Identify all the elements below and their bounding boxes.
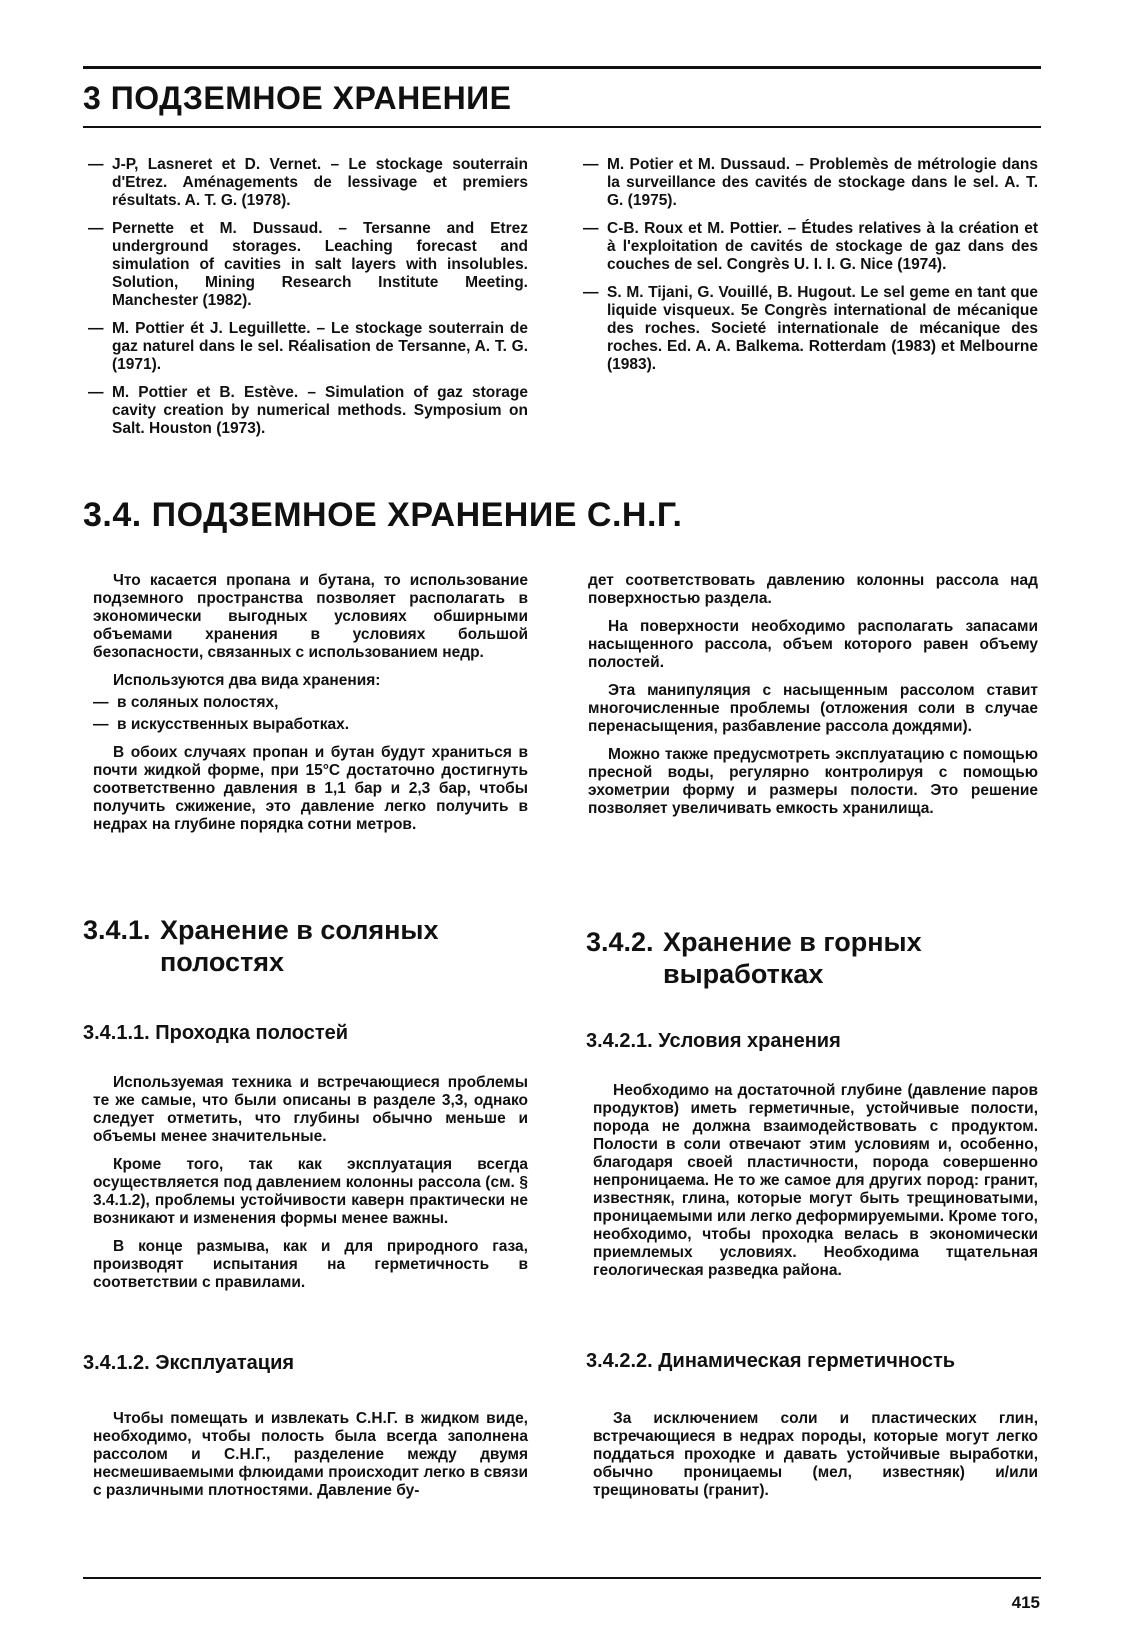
paragraph: В обоих случаях пропан и бутан будут храниться в почти жидкой форме, при 15°С достаточно достигнуть соответственно давления в 1,1 бар и 2,3 бар, чтобы получить сжижение, это давление легко получить в недрах на глубине порядка сотни метров. (93, 744, 528, 833)
paragraph: За исключением соли и пластических глин, встречающиеся в недрах породы, которые могут легко поддаться проходке и давать устойчивые выработки, обычно проницаемы (мел, известняк) и/или трещиноваты (гранит). (593, 1410, 1038, 1499)
references-right (583, 156, 1038, 384)
reference-item: — J-P, Lasneret et D. Vernet. – Le stockage souterrain d'Etrez. Aménagements de lessivage et premiers résultats. A. T. G. (1978). (88, 156, 528, 210)
reference-item: — Pernette et M. Dussaud. – Tersanne and Etrez underground storages. Leaching forecast and simulation of cavities in salt layers with insolubles. Solution, Mining Research Institute Meeting. Manchester (1982). (88, 220, 528, 310)
subsection-title-line: Хранение в соляных (160, 915, 439, 945)
section-3-4-left (93, 572, 528, 844)
subsection-title-3-4-2 (586, 926, 1041, 990)
paragraph: Используемая техника и встречающиеся проблемы те же самые, что были описаны в разделе 3,3, однако следует отметить, что глубины обычно меньше и объемы менее значительные. (93, 1074, 528, 1145)
subsubsection-title: 3.4.1.2. Эксплуатация (83, 1352, 295, 1374)
section-3-4-right (588, 572, 1038, 828)
paragraph: В конце размыва, как и для природного газа, производят испытания на герметичность в соответствии с правилами. (93, 1238, 528, 1291)
subsection-title-line: полостях (160, 947, 285, 977)
reference-item: — S. M. Tijani, G. Vouillé, B. Hugout. Le sel geme en tant que liquide visqueux. 5e Congrès international de mécanique des roches. Societé internationale de mécanique des roches. Ed. A. A. Balkema. Rotterdam (1983) et Melbourne (1983). (583, 284, 1038, 374)
paragraph: Чтобы помещать и извлекать С.Н.Г. в жидком виде, необходимо, чтобы полость была всегда заполнена рассолом и С.Н.Г., разделение между двумя несмешиваемыми флюидами происходит легко в связи с различными плотностями. Давление бу- (93, 1410, 528, 1499)
paragraph: Эта манипуляция с насыщенным рассолом ставит многочисленные проблемы (отложения соли в случае перенасыщения, разбавление рассола дождями). (588, 682, 1038, 735)
paragraph: Необходимо на достаточной глубине (давление паров продуктов) иметь герметичные, устойчивые полости, порода не должна взаимодействовать с продуктом. Полости в соли отвечают этим условиям и, особенно, благодаря своей пластичности, порода совершенно непроницаема. Не то же самое для других пород: гранит, известняк, глина, которые могут быть трещиноватыми, проницаемыми или легко деформируемыми. Кроме того, необходимо, чтобы проходка велась в экономически приемлемых условиях. Необходима тщательная геологическая разведка района. (593, 1082, 1038, 1279)
subsection-title-3-4-1 (83, 914, 543, 978)
page-number: 415 (1011, 1593, 1040, 1612)
subsection-number: 3.4.1. (83, 915, 151, 945)
paragraph: Можно также предусмотреть эксплуатацию с помощью пресной воды, регулярно контролируя с помощью эхометрии форму и размеры полости. Это решение позволяет увеличивать емкость хранилища. (588, 746, 1038, 817)
subsection-number: 3.4.2. (586, 927, 654, 957)
chapter-title: 3 ПОДЗЕМНОЕ ХРАНЕНИЕ (83, 80, 512, 116)
reference-item: — M. Pottier ét J. Leguillette. – Le stockage souterrain de gaz naturel dans le sel. Réalisation de Tersanne, A. T. G. (1971). (88, 320, 528, 374)
section-title: 3.4. ПОДЗЕМНОЕ ХРАНЕНИЕ С.Н.Г. (83, 496, 683, 534)
reference-item: — M. Pottier et B. Estève. – Simulation of gaz storage cavity creation by numerical methods. Symposium on Salt. Houston (1973). (88, 384, 528, 438)
paragraph: Что касается пропана и бутана, то использование подземного пространства позволяет располагать в экономически выгодных условиях обширными объемами хранения в условиях большой безопасности, связанных с использованием недр. (93, 572, 528, 661)
section-3-4-1-1-text (93, 1074, 528, 1302)
reference-item: — M. Potier et M. Dussaud. – Problemès de métrologie dans la surveillance des cavités de stockage dans le sel. A. T. G. (1975). (583, 156, 1038, 210)
subsubsection-title: 3.4.2.2. Динамическая герметичность (586, 1350, 956, 1372)
title-rule (83, 126, 1041, 128)
list-item: — в искусственных выработках. (93, 716, 528, 734)
paragraph: На поверхности необходимо располагать запасами насыщенного рассола, объем которого равен объему полостей. (588, 618, 1038, 671)
subsubsection-title: 3.4.1.1. Проходка полостей (83, 1022, 349, 1044)
list-item: — в соляных полостях, (93, 694, 528, 712)
reference-item: — C-B. Roux et M. Pottier. – Études relatives à la création et à l'exploitation de cavités de stockage de gaz dans des couches de sel. Congrès U. I. I. G. Nice (1974). (583, 220, 1038, 274)
section-3-4-2-2-text (593, 1410, 1038, 1510)
paragraph: Используются два вида хранения: (113, 672, 381, 689)
paragraph: Кроме того, так как эксплуатация всегда осуществляется под давлением колонны рассола (см. § 3.4.1.2), проблемы устойчивости каверн практически не возникают и изменения формы менее важны. (93, 1156, 528, 1227)
top-rule (83, 66, 1041, 69)
footer-rule (83, 1577, 1041, 1579)
paragraph: дет соответствовать давлению колонны рассола над поверхностью раздела. (588, 572, 1038, 607)
subsubsection-title: 3.4.2.1. Условия хранения (586, 1030, 841, 1052)
section-3-4-1-2-text (93, 1410, 528, 1510)
subsection-title-line: выработках (663, 959, 824, 989)
references-left (88, 156, 528, 448)
section-3-4-2-1-text (593, 1082, 1038, 1290)
subsection-title-line: Хранение в горных (663, 927, 922, 957)
